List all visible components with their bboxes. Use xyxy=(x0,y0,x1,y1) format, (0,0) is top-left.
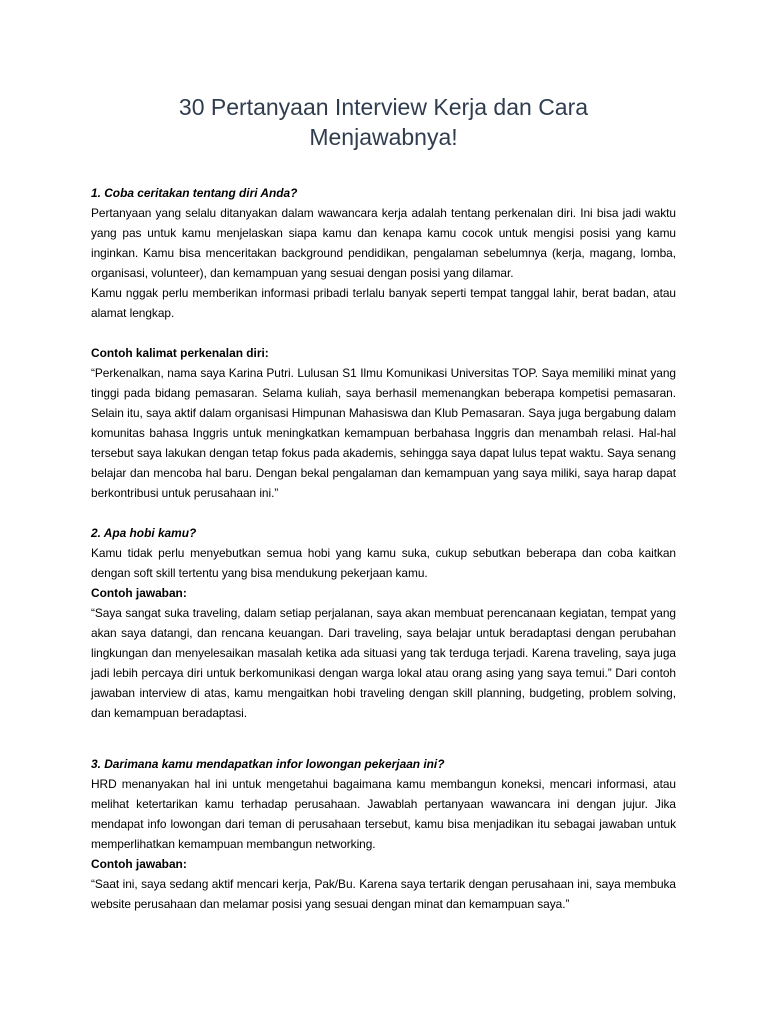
section-1-paragraph-1: Pertanyaan yang selalu ditanyakan dalam wawancara kerja adalah tentang perkenalan diri. Ini bisa jadi waktu yang pas untuk kamu menjelaskan siapa kamu dan kenapa kamu cocok untuk mengisi posisi yang kamu inginkan. Kamu bisa menceritakan background pendidikan, pengalaman sebelumnya (kerja, magang, lomba, organisasi, volunteer), dan kemampuan yang sesuai dengan posisi yang dilamar. xyxy=(91,206,676,280)
section-3-paragraph-1: HRD menanyakan hal ini untuk mengetahui bagaimana kamu membangun koneksi, mencari informasi, atau melihat ketertarikan kamu terhadap perusahaan. Jawablah pertanyaan wawancara ini dengan jujur. Jika mendapat info lowongan dari teman di perusahaan tersebut, kamu bisa menjadikan itu sebagai jawaban untuk memperlihatkan kemampuan membangun networking. xyxy=(91,777,676,851)
question-heading-1: 1. Coba ceritakan tentang diri Anda? xyxy=(91,186,298,200)
spacer xyxy=(91,323,676,343)
section-2-example-label: Contoh jawaban: xyxy=(91,586,187,600)
section-3-example-label: Contoh jawaban: xyxy=(91,857,187,871)
question-heading-3: 3. Darimana kamu mendapatkan infor lowongan pekerjaan ini? xyxy=(91,757,445,771)
section-1-example-label: Contoh kalimat perkenalan diri: xyxy=(91,346,269,360)
question-heading-2: 2. Apa hobi kamu? xyxy=(91,526,197,540)
document-title: 30 Pertanyaan Interview Kerja dan Cara Menjawabnya! xyxy=(178,94,589,150)
section-2-example-text: “Saya sangat suka traveling, dalam setiap perjalanan, saya akan membuat perencanaan kegiatan, tempat yang akan saya datangi, dan rencana keuangan. Dari traveling, saya belajar untuk beradaptasi dengan perubahan lingkungan dan menyelesaikan masalah ketika ada situasi yang tak terduga terjadi. Karena traveling, saya juga jadi lebih percaya diri untuk berkomunikasi dengan warga lokal atau orang asing yang saya temui.” Dari contoh jawaban interview di atas, kamu mengaitkan hobi traveling dengan skill planning, budgeting, problem solving, dan kemampuan beradaptasi. xyxy=(91,606,676,720)
section-3 xyxy=(91,754,676,914)
section-1 xyxy=(91,183,676,503)
section-3-example-text: “Saat ini, saya sedang aktif mencari kerja, Pak/Bu. Karena saya tertarik dengan perusahaan ini, saya membuka website perusahaan dan melamar posisi yang sesuai dengan minat dan kemampuan saya.” xyxy=(91,877,676,911)
section-1-example-text: “Perkenalkan, nama saya Karina Putri. Lulusan S1 Ilmu Komunikasi Universitas TOP. Saya memiliki minat yang tinggi pada bidang pemasaran. Selama kuliah, saya berhasil memenangkan beberapa kompetisi pemasaran. Selain itu, saya aktif dalam organisasi Himpunan Mahasiswa dan Klub Pemasaran. Saya juga bergabung dalam komunitas bahasa Inggris untuk meningkatkan kemampuan berbahasa Inggris dan menambah relasi. Hal-hal tersebut saya lakukan dengan tetap fokus pada akademis, sehingga saya dapat lulus tepat waktu. Saya senang belajar dan mencoba hal baru. Dengan bekal pengalaman dan kemampuan yang saya miliki, saya harap dapat berkontribusi untuk perusahaan ini.” xyxy=(91,366,676,500)
section-1-paragraph-2: Kamu nggak perlu memberikan informasi pribadi terlalu banyak seperti tempat tanggal lahir, berat badan, atau alamat lengkap. xyxy=(91,286,676,320)
section-2-paragraph-1: Kamu tidak perlu menyebutkan semua hobi yang kamu suka, cukup sebutkan beberapa dan coba kaitkan dengan soft skill tertentu yang bisa mendukung pekerjaan kamu. xyxy=(91,546,676,580)
spacer xyxy=(91,723,676,754)
spacer xyxy=(91,503,676,523)
section-2 xyxy=(91,523,676,723)
